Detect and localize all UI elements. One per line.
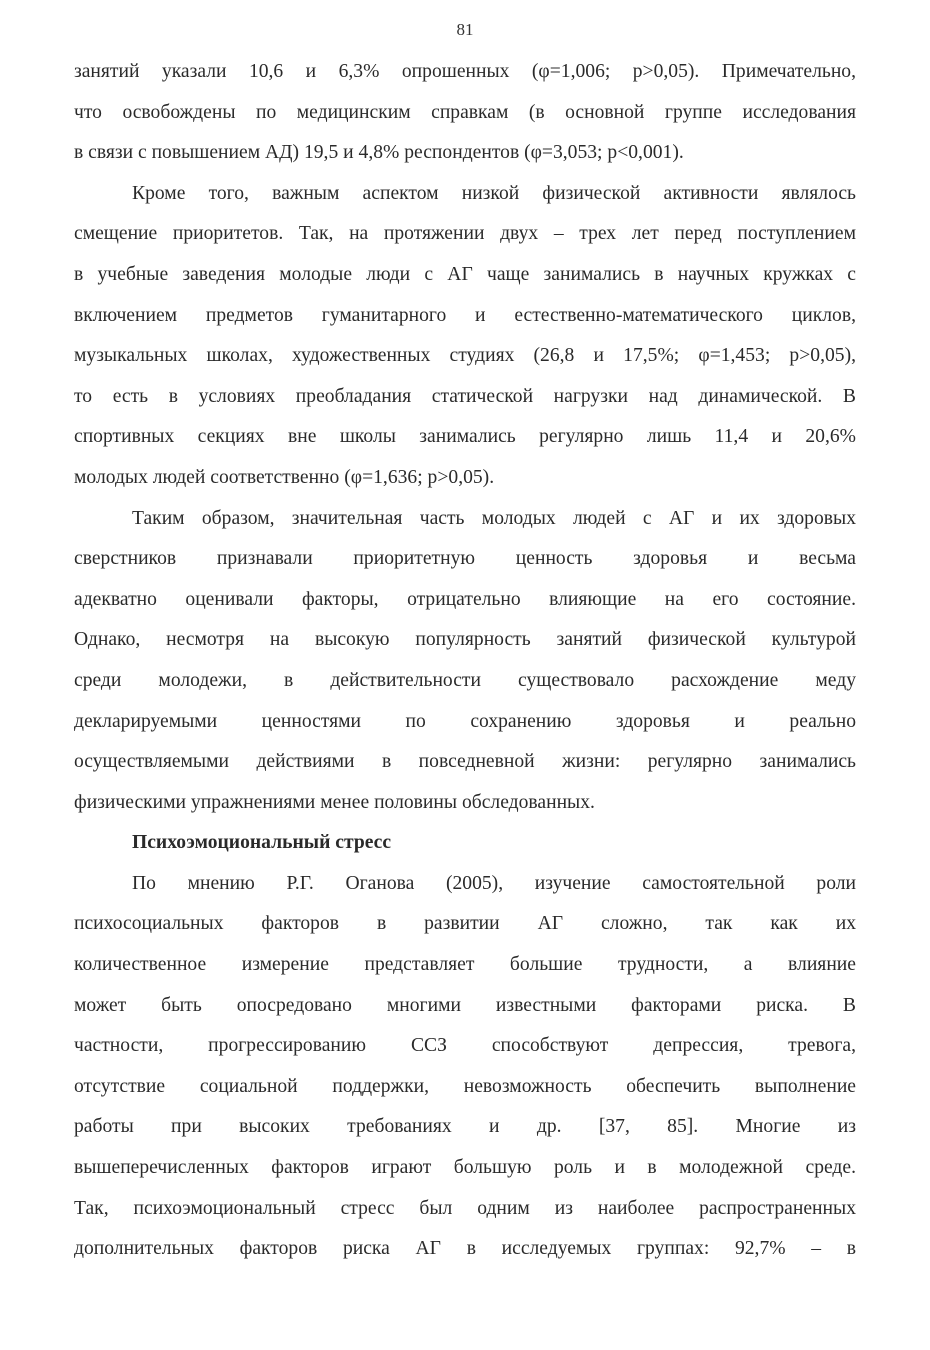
text-line: включением предметов гуманитарного и естественно-математического циклов, [74, 304, 856, 326]
text-line: психосоциальных факторов в развитии АГ сложно, так как их [74, 913, 856, 935]
text-line: сверстников признавали приоритетную ценность здоровья и весьма [74, 548, 856, 570]
text-line: физическими упражнениями менее половины обследованных. [74, 791, 595, 813]
text-line: частности, прогрессированию ССЗ способствуют депрессия, тревога, [74, 1035, 856, 1057]
text-line: среди молодежи, в действительности существовало расхождение меду [74, 669, 856, 691]
text-line: занятий указали 10,6 и 6,3% опрошенных (φ=1,006; р>0,05). Примечательно, [74, 61, 856, 82]
text-line: может быть опосредовано многими известными факторами риска. В [74, 994, 856, 1016]
text-line: количественное измерение представляет большие трудности, а влияние [74, 954, 856, 976]
text-line: По мнению Р.Г. Оганова (2005), изучение самостоятельной роли [132, 872, 856, 894]
text-line: молодых людей соответственно (φ=1,636; р>0,05). [74, 466, 495, 488]
text-line: вышеперечисленных факторов играют большую роль и в молодежной среде. [74, 1157, 856, 1179]
text-line: в учебные заведения молодые люди с АГ чаще занимались в научных кружках с [74, 263, 856, 285]
text-line: Таким образом, значительная часть молодых людей с АГ и их здоровых [132, 507, 856, 529]
text-line: Так, психоэмоциональный стресс был одним из наиболее распространенных [74, 1197, 856, 1219]
text-line: музыкальных школах, художественных студиях (26,8 и 17,5%; φ=1,453; р>0,05), [74, 345, 856, 367]
text-line: работы при высоких требованиях и др. [37, 85]. Многие из [74, 1116, 856, 1138]
text-line: дополнительных факторов риска АГ в исследуемых группах: 92,7% – в [74, 1238, 856, 1260]
text-line: осуществляемыми действиями в повседневной жизни: регулярно занимались [74, 751, 856, 773]
text-line: Кроме того, важным аспектом низкой физической активности являлось [132, 182, 856, 204]
text-line: Однако, несмотря на высокую популярность занятий физической культурой [74, 629, 856, 651]
text-line: декларируемыми ценностями по сохранению здоровья и реально [74, 710, 856, 732]
body-text [74, 52, 856, 1270]
text-line: смещение приоритетов. Так, на протяжении двух – трех лет перед поступлением [74, 223, 856, 245]
text-line: отсутствие социальной поддержки, невозможность обеспечить выполнение [74, 1075, 856, 1097]
text-line: что освобождены по медицинским справкам (в основной группе исследования [74, 101, 856, 123]
text-line: спортивных секциях вне школы занимались регулярно лишь 11,4 и 20,6% [74, 426, 856, 448]
section-heading: Психоэмоциональный стресс [132, 832, 392, 854]
page-number: 81 [456, 20, 474, 39]
text-line: в связи с повышением АД) 19,5 и 4,8% респондентов (φ=3,053; р<0,001). [74, 142, 684, 164]
text-line: то есть в условиях преобладания статической нагрузки над динамической. В [74, 385, 856, 407]
text-line: адекватно оценивали факторы, отрицательно влияющие на его состояние. [74, 588, 856, 610]
